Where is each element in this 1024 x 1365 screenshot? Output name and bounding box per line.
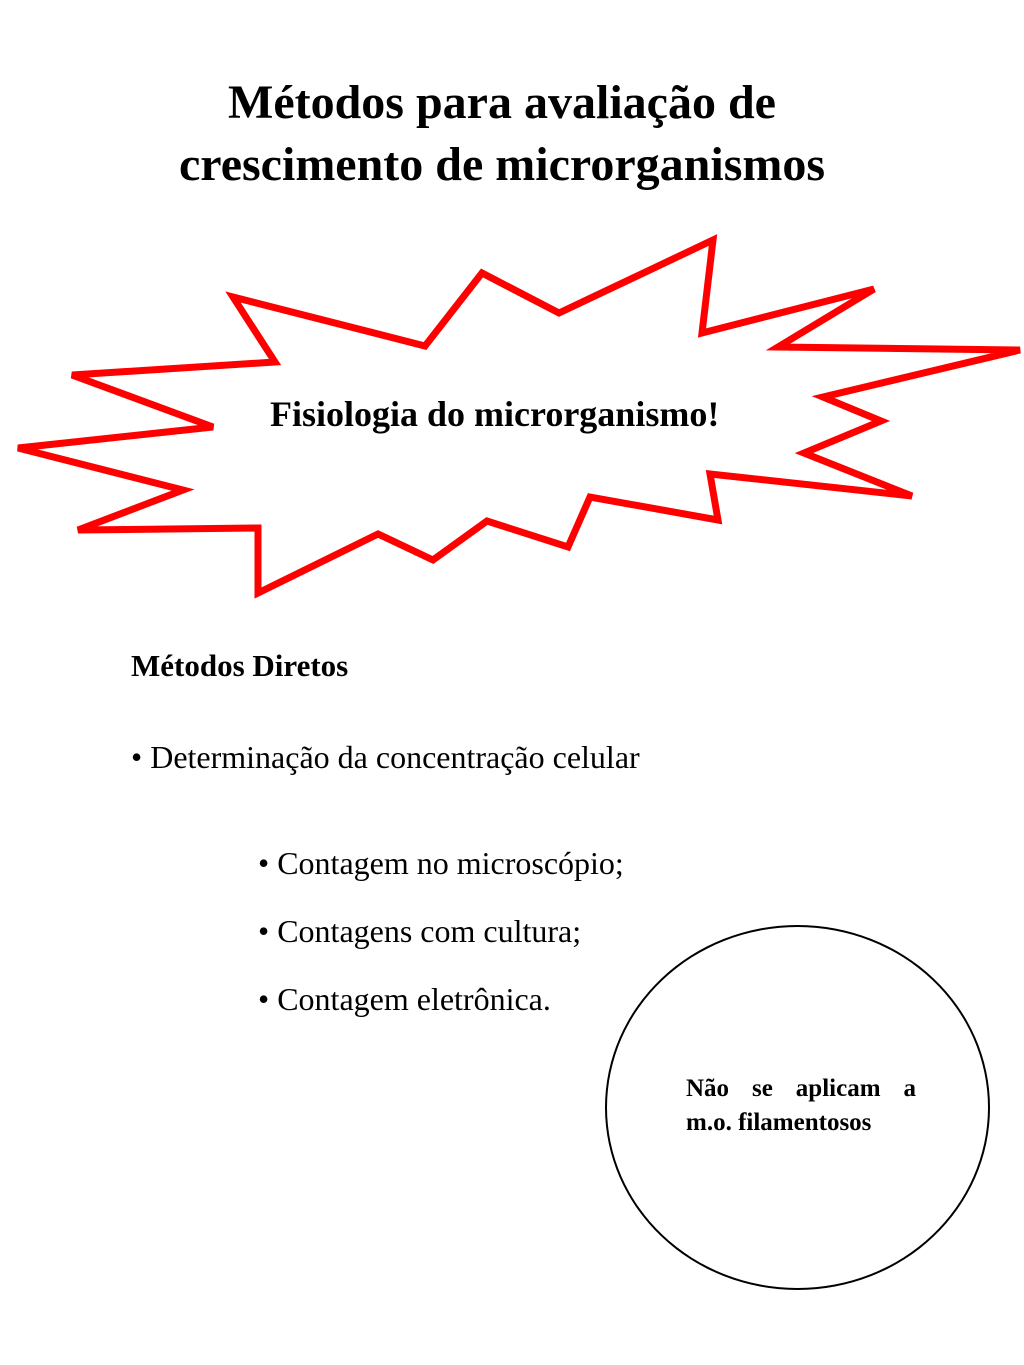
note-circle-text: Não se aplicam a m.o. filamentosos [686, 1075, 916, 1136]
sub-bullet-item: • Contagem eletrônica. [258, 981, 551, 1017]
sub-bullet-item: • Contagens com cultura; [258, 913, 582, 949]
explosion-burst-shape [0, 0, 1024, 620]
section-heading-direct-methods: Métodos Diretos [131, 648, 349, 683]
burst-label: Fisiologia do microrganismo! [270, 394, 720, 434]
title-line-2: crescimento de microrganismos [178, 138, 826, 191]
sub-bullet-list [258, 841, 624, 1045]
sub-bullet-item: • Contagem no microscópio; [258, 845, 624, 881]
main-bullet: • Determinação da concentração celular [131, 739, 640, 775]
title-line-1: Métodos para avaliação de [228, 76, 776, 129]
